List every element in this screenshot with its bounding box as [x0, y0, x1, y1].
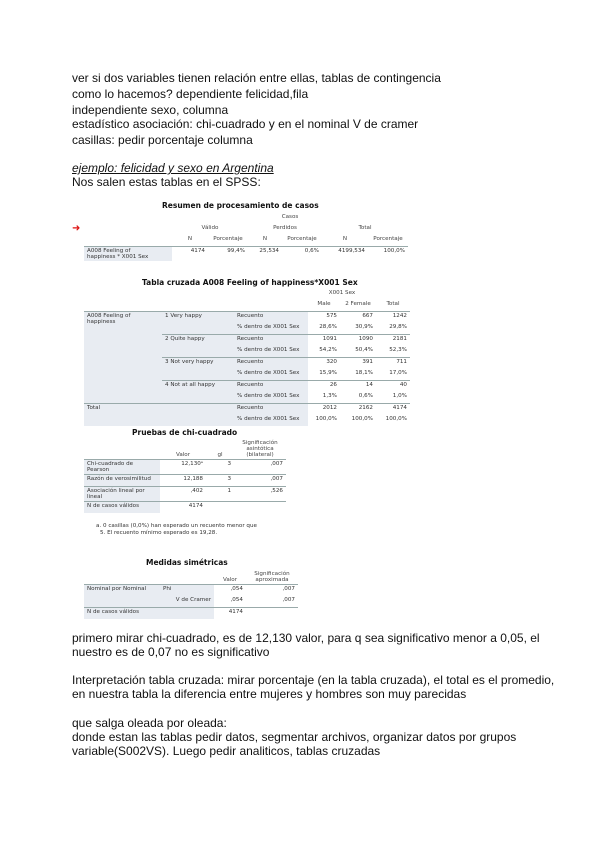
- cat-label: 1 Very happy: [162, 312, 234, 335]
- cell: 1,3%: [322, 393, 337, 399]
- missing-n: 25,534: [259, 248, 279, 254]
- pct-header: Porcentaje: [208, 235, 248, 247]
- recuento-label: Recuento: [234, 404, 308, 416]
- chi-n-value: 4174: [160, 502, 206, 514]
- total-n: 4199,534: [338, 248, 365, 254]
- cell: 1090: [340, 335, 376, 347]
- total-pct: 100,0%: [383, 248, 405, 254]
- chi-sig: ,007: [270, 461, 283, 467]
- note-line-6: Nos salen estas tablas en el SPSS:: [72, 175, 261, 189]
- note-line-5: casillas: pedir porcentaje columna: [72, 133, 253, 147]
- medidas-n-label: N de casos válidos: [84, 608, 214, 620]
- validos-header: Válido: [201, 225, 219, 231]
- sex-group-header: X001 Sex: [328, 290, 356, 296]
- perdidos-header: Perdidos: [273, 225, 297, 231]
- female-header: 2 Female: [340, 300, 376, 312]
- gl-header: gl: [206, 439, 234, 460]
- after-line-3c: variable(S002VS). Luego pedir analiticos, tablas cruzadas: [72, 744, 381, 758]
- chi-table: [84, 439, 286, 513]
- after-line-1a: primero mirar chi-cuadrado, es de 12,130 valor, para q sea significativo menor a 0,05, el: [72, 631, 540, 645]
- cramer-sig: ,007: [282, 597, 295, 603]
- cell: 40: [376, 381, 410, 393]
- medidas-table: [84, 570, 298, 619]
- cell: 100,0%: [315, 416, 337, 422]
- cell: 320: [308, 358, 340, 370]
- pct-label: % dentro de X001 Sex: [234, 323, 308, 335]
- after-line-1b: nuestro es de 0,07 no es significativo: [72, 645, 270, 659]
- cell: 15,9%: [319, 370, 337, 376]
- chi-row-label: Chi-cuadrado de Pearson: [84, 460, 160, 475]
- recuento-label: Recuento: [234, 312, 308, 324]
- chi-gl: 3: [227, 461, 231, 467]
- chi-gl: 3: [206, 475, 234, 487]
- cell: 50,4%: [355, 347, 373, 353]
- arrow-marker-icon: ➜: [72, 223, 81, 234]
- cat-label: 4 Not at all happy: [162, 381, 234, 404]
- resumen-row-label: A008 Feeling of happiness * X001 Sex: [84, 247, 172, 262]
- cell: 1,0%: [392, 393, 407, 399]
- chi-footnote-a: a. 0 casillas (0,0%) han esperado un recuento menor que: [96, 523, 257, 529]
- chi-footnote-b: 5. El recuento mínimo esperado es 19,28.: [100, 530, 218, 536]
- cramer-label: V de Cramer: [160, 596, 214, 608]
- note-line-3: independiente sexo, columna: [72, 103, 229, 117]
- chi-n-label: N de casos válidos: [84, 502, 160, 514]
- chi-row-label: Asociación lineal por lineal: [84, 487, 160, 502]
- valid-pct: 99,4%: [227, 248, 245, 254]
- resumen-title: Resumen de procesamiento de casos: [162, 201, 319, 210]
- example-heading: ejemplo: felicidad y sexo en Argentina: [72, 161, 274, 175]
- note-line-2: como lo hacemos? dependiente felicidad,fila: [72, 87, 309, 101]
- chi-gl: 1: [206, 487, 234, 502]
- casos-header: Casos: [281, 214, 299, 220]
- sig-header: Significación aproximada: [246, 570, 298, 585]
- recuento-label: Recuento: [234, 381, 308, 393]
- recuento-label: Recuento: [234, 335, 308, 347]
- recuento-label: Recuento: [234, 358, 308, 370]
- after-line-2a: Interpretación tabla cruzada: mirar porcentaje (en la tabla cruzada), el total es el promedio,: [72, 673, 555, 687]
- pct-label: % dentro de X001 Sex: [234, 346, 308, 358]
- valor-header: Valor: [214, 570, 246, 585]
- cell: 2012: [308, 404, 340, 416]
- cell: 711: [376, 358, 410, 370]
- missing-pct: 0,6%: [304, 248, 319, 254]
- note-line-4: estadístico asociación: chi-cuadrado y en el nominal V de cramer: [72, 117, 419, 131]
- cell: 1091: [308, 335, 340, 347]
- total-header: Total: [358, 225, 372, 231]
- cell: 54,2%: [319, 347, 337, 353]
- cell: 1242: [392, 313, 407, 319]
- cell: 2181: [376, 335, 410, 347]
- cell: 29,8%: [389, 324, 407, 330]
- after-line-3a: que salga oleada por oleada:: [72, 716, 227, 730]
- chi-sig: ,007: [234, 475, 286, 487]
- cell: 100,0%: [385, 416, 407, 422]
- cell: 0,6%: [358, 393, 373, 399]
- cell: 667: [362, 313, 373, 319]
- cell: 30,9%: [355, 324, 373, 330]
- n-header: N: [248, 235, 282, 247]
- total-row-label: Total: [84, 404, 234, 427]
- nominal-group-label: Nominal por Nominal: [84, 585, 160, 597]
- pct-header: Porcentaje: [368, 235, 408, 247]
- medidas-title: Medidas simétricas: [146, 558, 228, 567]
- var-label: A008 Feeling of happiness: [84, 312, 162, 404]
- chi-valor: ,402: [160, 487, 206, 502]
- cell: 26: [308, 381, 340, 393]
- valid-n: 4174: [190, 248, 205, 254]
- chi-title: Pruebas de chi-cuadrado: [132, 428, 238, 437]
- cat-label: 2 Quite happy: [162, 335, 234, 358]
- cell: 391: [340, 358, 376, 370]
- sig-header: Significación asintótica (bilateral): [234, 439, 286, 460]
- crosstab-title: Tabla cruzada A008 Feeling of happiness*X001 Sex: [142, 278, 358, 287]
- n-header: N: [322, 235, 368, 247]
- after-line-3b: donde estan las tablas pedir datos, segmentar archivos, organizar datos por grupos: [72, 730, 517, 744]
- valor-header: Valor: [160, 439, 206, 460]
- male-header: Male: [308, 300, 340, 312]
- cell: 28,6%: [319, 324, 337, 330]
- chi-valor: 12,188: [160, 475, 206, 487]
- pct-label: % dentro de X001 Sex: [234, 392, 308, 404]
- cell: 52,3%: [389, 347, 407, 353]
- pct-header: Porcentaje: [282, 235, 322, 247]
- after-line-2b: en nuestra tabla la diferencia entre mujeres y hombres son muy parecidas: [72, 687, 467, 701]
- chi-row-label: Razón de verosimilitud: [84, 475, 160, 487]
- cat-label: 3 Not very happy: [162, 358, 234, 381]
- phi-value: ,054: [230, 586, 243, 592]
- cell: 4174: [376, 404, 410, 416]
- medidas-n-value: 4174: [214, 608, 246, 620]
- phi-label: Phi: [160, 585, 214, 597]
- crosstab-table: [84, 289, 410, 426]
- note-line-1: ver si dos variables tienen relación entre ellas, tablas de contingencia: [72, 71, 441, 85]
- cramer-value: ,054: [230, 597, 243, 603]
- chi-valor: 12,130ᵃ: [181, 461, 203, 467]
- resumen-table: [84, 213, 408, 261]
- pct-label: % dentro de X001 Sex: [234, 369, 308, 381]
- pct-label: % dentro de X001 Sex: [234, 415, 308, 426]
- cell: 575: [326, 313, 337, 319]
- cell: 18,1%: [355, 370, 373, 376]
- cell: 14: [340, 381, 376, 393]
- phi-sig: ,007: [282, 586, 295, 592]
- total-header: Total: [376, 300, 410, 312]
- cell: 100,0%: [351, 416, 373, 422]
- cell: 2162: [340, 404, 376, 416]
- n-header: N: [172, 235, 208, 247]
- chi-sig: ,526: [234, 487, 286, 502]
- cell: 17,0%: [389, 370, 407, 376]
